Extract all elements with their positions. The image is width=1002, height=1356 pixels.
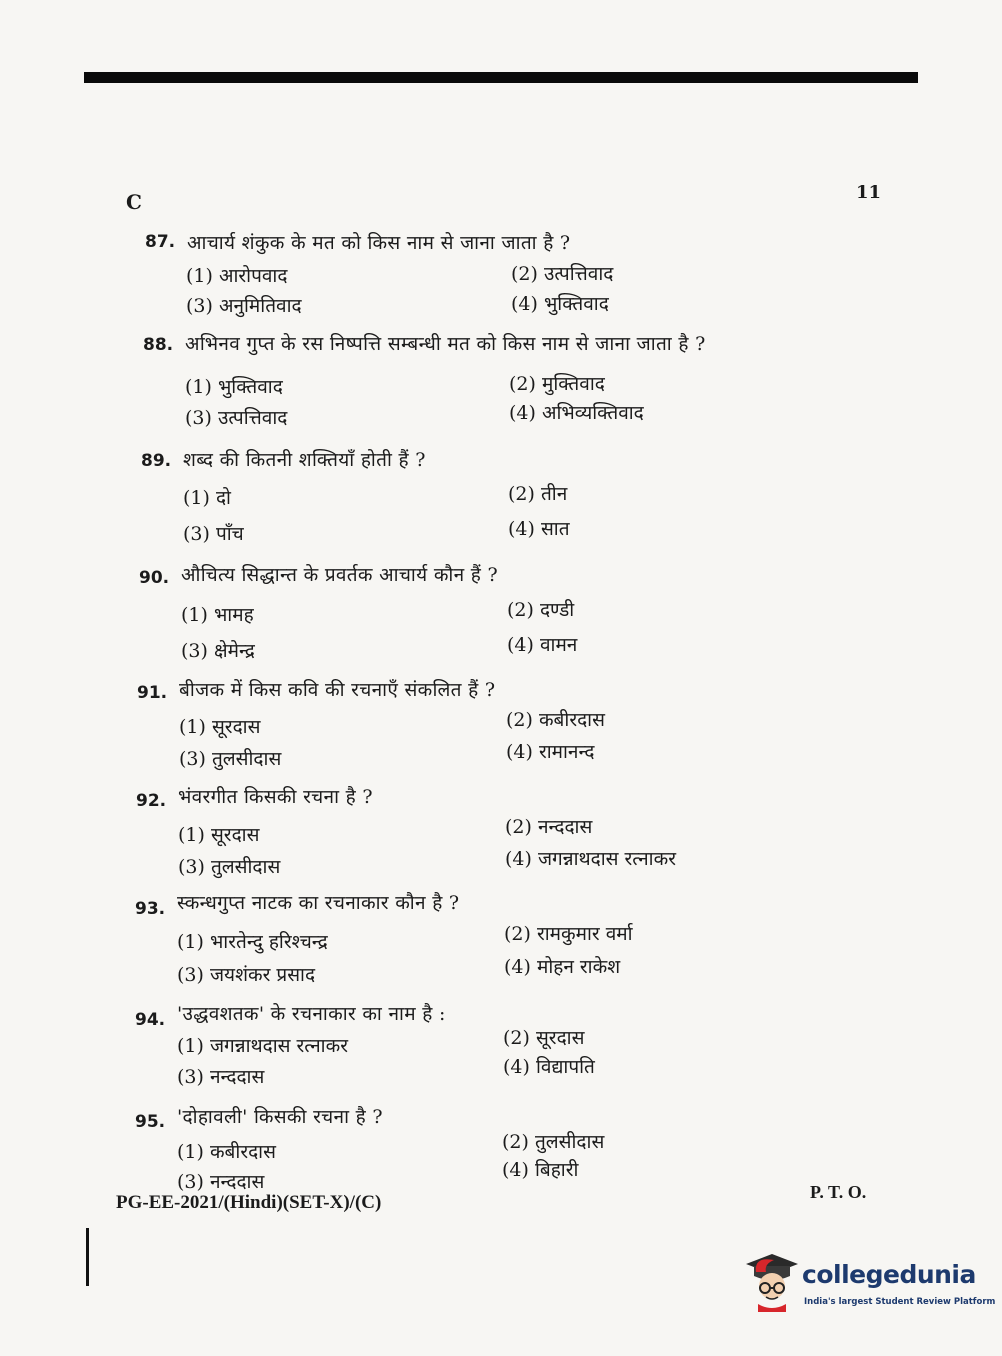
left-edge-mark (86, 1228, 89, 1286)
option-4: (4) भुक्तिवाद (511, 293, 609, 315)
option-2: (2) दण्डी (507, 599, 575, 621)
option-1: (1) दो (183, 487, 231, 509)
option-1: (1) आरोपवाद (186, 265, 288, 287)
set-letter: C (126, 190, 142, 214)
option-2: (2) उत्पत्तिवाद (511, 263, 614, 285)
option-3: (3) नन्ददास (177, 1066, 265, 1088)
question-text: औचित्य सिद्धान्त के प्रवर्तक आचार्य कौन हैं ? (181, 564, 499, 586)
question-text: आचार्य शंकुक के मत को किस नाम से जाना जाता है ? (187, 232, 571, 254)
collegedunia-watermark (744, 1250, 996, 1320)
brand-tagline: India's largest Student Review Platform (804, 1297, 996, 1307)
option-2: (2) रामकुमार वर्मा (504, 923, 633, 945)
question-number: 87. (145, 232, 176, 252)
option-3: (3) उत्पत्तिवाद (185, 407, 288, 429)
question-number: 93. (135, 899, 166, 919)
option-2: (2) तीन (508, 483, 568, 505)
option-1: (1) भारतेन्दु हरिश्चन्द्र (177, 931, 328, 953)
graduate-mascot-icon (744, 1250, 800, 1312)
question-text: 'दोहावली' किसकी रचना है ? (177, 1106, 383, 1128)
option-1: (1) भामह (181, 604, 254, 626)
question-number: 90. (139, 568, 170, 588)
option-2: (2) कबीरदास (506, 709, 605, 731)
top-border-rule (84, 72, 918, 83)
question-number: 94. (135, 1010, 166, 1030)
option-4: (4) जगन्नाथदास रत्नाकर (505, 848, 676, 870)
option-4: (4) वामन (507, 634, 578, 656)
option-4: (4) रामानन्द (506, 741, 595, 763)
question-number: 95. (135, 1112, 166, 1132)
option-3: (3) क्षेमेन्द्र (181, 640, 255, 662)
option-2: (2) नन्ददास (505, 816, 593, 838)
question-text: 'उद्धवशतक' के रचनाकार का नाम है : (177, 1003, 446, 1025)
option-4: (4) मोहन राकेश (504, 956, 621, 978)
option-1: (1) सूरदास (178, 824, 260, 846)
question-text: शब्द की कितनी शक्तियाँ होती हैं ? (183, 449, 426, 471)
question-text: अभिनव गुप्त के रस निष्पत्ति सम्बन्धी मत को किस नाम से जाना जाता है ? (185, 333, 706, 355)
option-4: (4) बिहारी (502, 1159, 579, 1181)
option-3: (3) तुलसीदास (178, 856, 281, 878)
paper-code: PG-EE-2021/(Hindi)(SET-X)/(C) (116, 1192, 382, 1213)
option-3: (3) पाँच (183, 523, 244, 545)
option-1: (1) सूरदास (179, 716, 261, 738)
option-1: (1) भुक्तिवाद (185, 376, 283, 398)
option-2: (2) तुलसीदास (502, 1131, 605, 1153)
question-number: 92. (136, 791, 167, 811)
option-1: (1) कबीरदास (177, 1141, 276, 1163)
option-2: (2) मुक्तिवाद (509, 373, 605, 395)
option-3: (3) अनुमितिवाद (186, 295, 302, 317)
option-3: (3) तुलसीदास (179, 748, 282, 770)
question-text: बीजक में किस कवि की रचनाएँ संकलित हैं ? (179, 679, 496, 701)
option-4: (4) अभिव्यक्तिवाद (509, 402, 644, 424)
question-text: भंवरगीत किसकी रचना है ? (178, 786, 373, 808)
option-4: (4) सात (508, 518, 570, 540)
question-number: 88. (143, 335, 174, 355)
option-3: (3) नन्ददास (177, 1171, 265, 1193)
brand-name: collegedunia (802, 1260, 976, 1289)
option-3: (3) जयशंकर प्रसाद (177, 964, 316, 986)
question-text: स्कन्धगुप्त नाटक का रचनाकार कौन है ? (177, 892, 460, 914)
pto-label: P. T. O. (810, 1182, 867, 1202)
option-1: (1) जगन्नाथदास रत्नाकर (177, 1035, 348, 1057)
option-4: (4) विद्यापति (503, 1056, 595, 1078)
question-number: 91. (137, 683, 168, 703)
question-number: 89. (141, 451, 172, 471)
page-number: 11 (856, 182, 882, 203)
option-2: (2) सूरदास (503, 1027, 585, 1049)
